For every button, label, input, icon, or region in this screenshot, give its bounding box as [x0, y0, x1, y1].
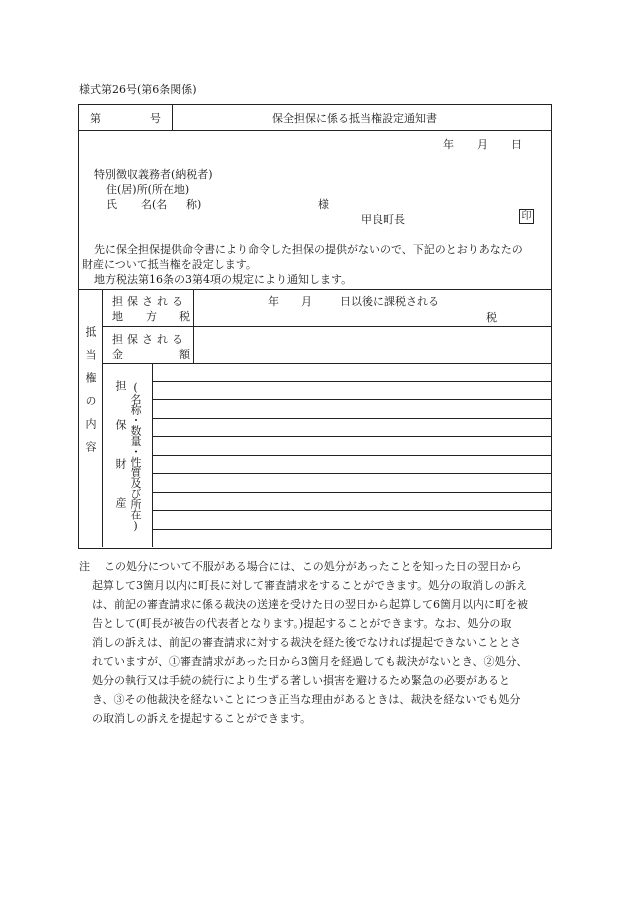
property-entry-line — [152, 510, 551, 511]
name-label-3: 称) — [186, 198, 202, 211]
note-line: れていますが、①審査請求があった日から3箇月を経過しても裁決がないとき、②処分、 — [92, 655, 528, 668]
note-line: き、③その他裁決を経ないことにつき正当な理由があるときは、裁決を経ないでも処分 — [92, 693, 521, 706]
property-inner-label: (名称・数量・性質及び所在) — [129, 381, 142, 532]
property-entry-line — [152, 455, 551, 456]
note-line: 告として(町長が被告の代表者となります。)提起することができます。なお、処分の取 — [92, 617, 512, 630]
issuer-name: 甲良町長 — [361, 213, 405, 226]
note-line: 起算して3箇月以内に町長に対して審査請求をすることができます。処分の取消しの訴え — [92, 579, 528, 592]
form-id: 様式第26号(第6条関係) — [79, 83, 197, 96]
row3-top-line — [102, 363, 551, 364]
property-entry-line — [152, 492, 551, 493]
tax-year: 年 — [268, 295, 279, 308]
row1-label-zei: 税 — [179, 310, 190, 323]
note-line: 消しの訴えは、前記の審査請求に対する裁決を経た後でなければ提起できないこととさ — [92, 636, 521, 649]
honorific: 様 — [318, 198, 329, 211]
property-entry-line — [152, 381, 551, 382]
row1-label-chi: 地 — [112, 310, 123, 323]
name-label-2: 名(名 — [141, 198, 168, 211]
row2-label-line1: 担保される — [112, 333, 187, 346]
header-col-divider — [172, 104, 173, 130]
details-side-label: 抵当権の内容 — [84, 326, 97, 464]
property-entry-line — [152, 399, 551, 400]
recipient-label: 特別徴収義務者(納税者) — [94, 168, 213, 181]
body-line-2: 財産について抵当権を設定します。 — [82, 258, 257, 271]
details-top-line — [78, 289, 551, 290]
seal-mark: 印 — [519, 209, 534, 224]
document-title: 保全担保に係る抵当権設定通知書 — [272, 112, 437, 125]
date-day: 日 — [511, 138, 522, 151]
name-label-1: 氏 — [106, 198, 117, 211]
date-month: 月 — [477, 138, 488, 151]
note-line: この処分について不服がある場合には、この処分があったことを知った日の翌日から — [104, 560, 522, 573]
date-year: 年 — [443, 138, 454, 151]
property-entry-line — [152, 529, 551, 530]
address-label: 住(居)所(所在地) — [106, 183, 190, 196]
property-entry-line — [152, 436, 551, 437]
side-label-divider — [102, 289, 103, 547]
note-line: は、前記の審査請求に係る裁決の送達を受けた日の翌日から起算して6箇月以内に町を被 — [92, 598, 528, 611]
header-divider — [78, 130, 551, 131]
row1-label-line1: 担保される — [112, 295, 187, 308]
body-line-3: 地方税法第16条の3第4項の規定により通知します。 — [94, 273, 353, 286]
row2-label-gaku: 額 — [179, 348, 190, 361]
note-line: 処分の執行又は手続の続行により生ずる著しい損害を避けるため緊急の必要があると — [92, 674, 510, 687]
note-line: の取消しの訴えを提起することができます。 — [92, 712, 312, 725]
row2-top-line — [102, 326, 551, 327]
note-prefix: 注 — [79, 560, 90, 573]
row1-label-hou: 方 — [146, 310, 157, 323]
number-suffix: 号 — [150, 112, 161, 125]
tax-suffix: 税 — [486, 311, 497, 324]
number-prefix: 第 — [90, 112, 101, 125]
tax-month: 月 — [301, 295, 312, 308]
row2-label-kin: 金 — [112, 348, 123, 361]
body-line-1: 先に保全担保提供命令書により命令した担保の提供がないので、下記のとおりあなたの — [94, 243, 523, 256]
property-outer-label: 担保財産 — [114, 380, 127, 536]
tax-from-day: 日以後に課税される — [340, 295, 439, 308]
property-entry-line — [152, 473, 551, 474]
property-entry-line — [152, 418, 551, 419]
